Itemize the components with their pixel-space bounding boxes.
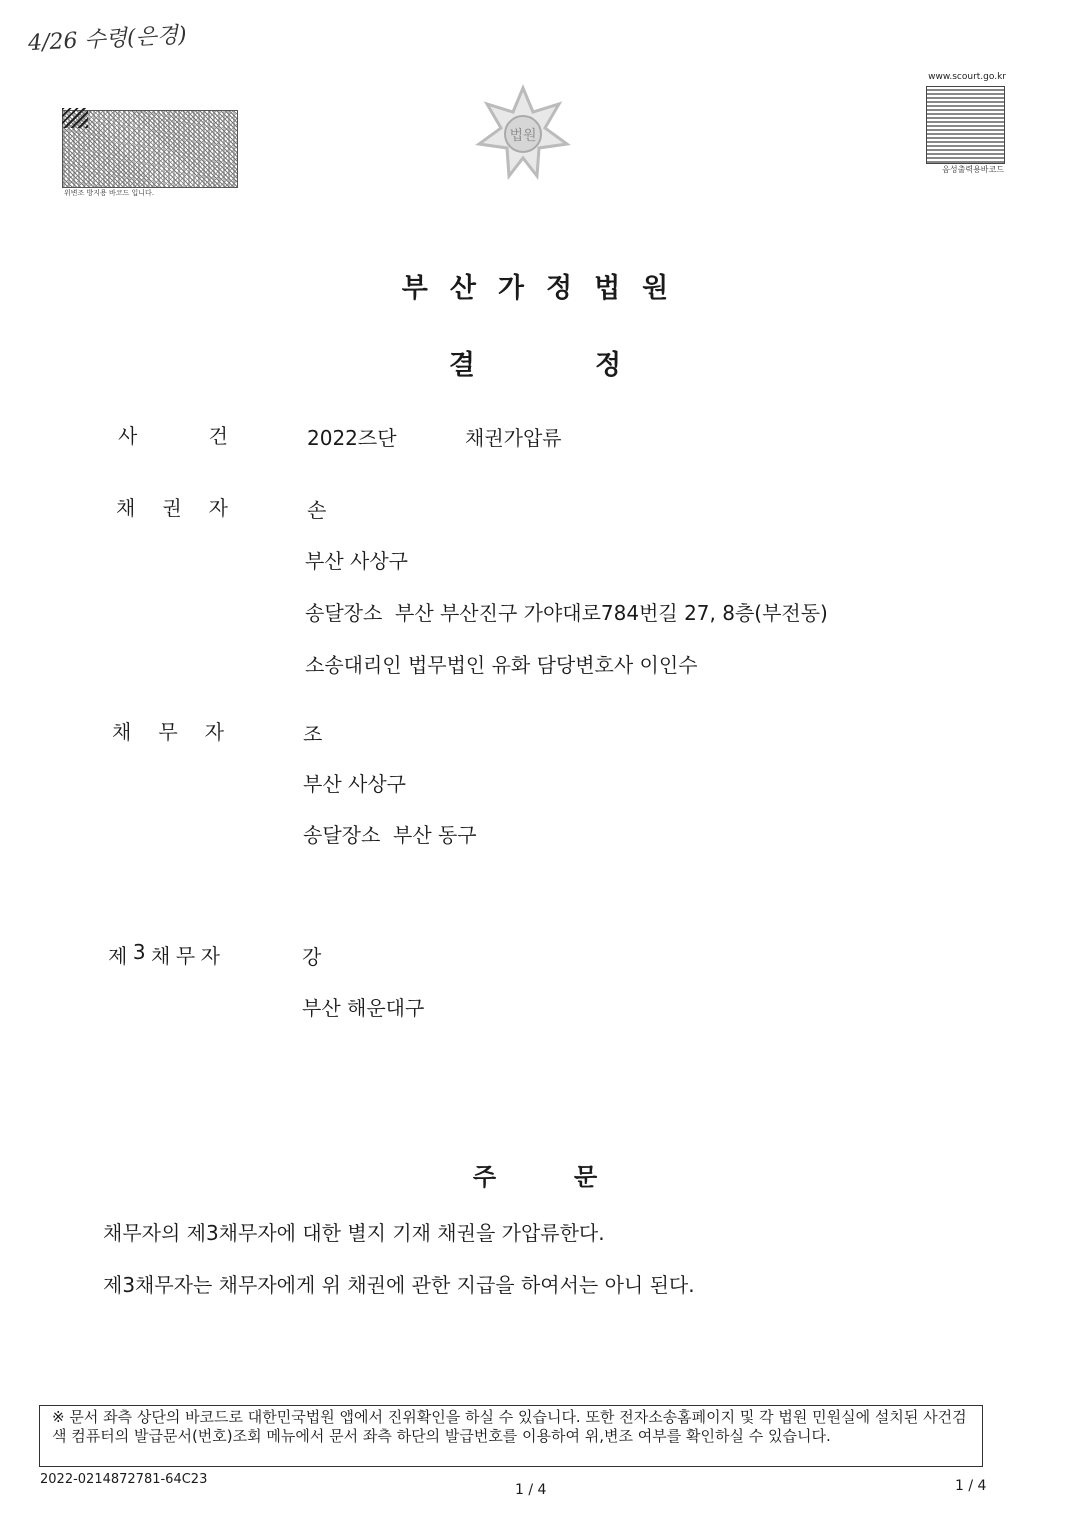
third-debtor-address: 부산 해운대구 bbox=[302, 996, 425, 1020]
debtor-name: 조 bbox=[303, 722, 323, 746]
order-title: 주문 bbox=[472, 1163, 676, 1191]
barcode-caption: 위변조 방지용 바코드 입니다. bbox=[64, 189, 155, 197]
qr-caption: 음성출력용바코드 bbox=[942, 165, 1004, 174]
seal-text: 법원 bbox=[509, 128, 537, 144]
case-name: 채권가압류 bbox=[465, 426, 562, 450]
creditor-service-address: 송달장소 부산 부산진구 가야대로784번길 27, 8층(부전동) bbox=[305, 601, 828, 625]
case-label: 사 건 bbox=[118, 424, 228, 448]
page-indicator-center: 1 / 4 bbox=[515, 1482, 547, 1498]
creditor-attorney: 소송대리인 법무법인 유화 담당변호사 이인수 bbox=[305, 653, 698, 677]
anti-forgery-barcode bbox=[62, 110, 238, 188]
qr-url: www.scourt.go.kr bbox=[928, 72, 1006, 82]
debtor-address: 부산 사상구 bbox=[303, 772, 406, 796]
document-type: 결정 bbox=[448, 350, 742, 381]
order-line-2: 제3채무자는 채무자에게 위 채권에 관한 지급을 하여서는 아니 된다. bbox=[103, 1273, 695, 1297]
voice-output-barcode bbox=[926, 86, 1005, 164]
verification-notice: ※ 문서 좌측 상단의 바코드로 대한민국법원 앱에서 진위확인을 하실 수 있습니다. 또한 전자소송홈페이지 및 각 법원 민원실에 설치된 사건검색 컴퓨터의 발급문서(번호)조회 메뉴에서 문서 좌측 하단의 발급번호를 이용하여 위,변조 여부를 확인하실 수 있습니다. bbox=[39, 1405, 983, 1467]
debtor-label: 채 무 자 bbox=[112, 720, 224, 744]
issue-number: 2022-0214872781-64C23 bbox=[40, 1472, 208, 1487]
handwritten-note: 4/26 수령(은경) bbox=[27, 22, 188, 57]
court-name: 부산가정법원 bbox=[401, 273, 691, 304]
debtor-service-address: 송달장소 부산 동구 bbox=[303, 823, 477, 847]
third-debtor-name: 강 bbox=[302, 945, 322, 969]
creditor-label: 채 권 자 bbox=[116, 496, 228, 520]
page-indicator-right: 1 / 4 bbox=[955, 1478, 987, 1494]
court-seal-emblem bbox=[473, 82, 573, 182]
barcode-corner-mark bbox=[62, 108, 88, 128]
creditor-address: 부산 사상구 bbox=[305, 549, 408, 573]
third-debtor-label: 제 3 채 무 자 bbox=[108, 940, 220, 968]
case-number: 2022즈단 bbox=[307, 426, 397, 450]
creditor-name: 손 bbox=[307, 498, 327, 522]
order-line-1: 채무자의 제3채무자에 대한 별지 기재 채권을 가압류한다. bbox=[103, 1221, 605, 1245]
